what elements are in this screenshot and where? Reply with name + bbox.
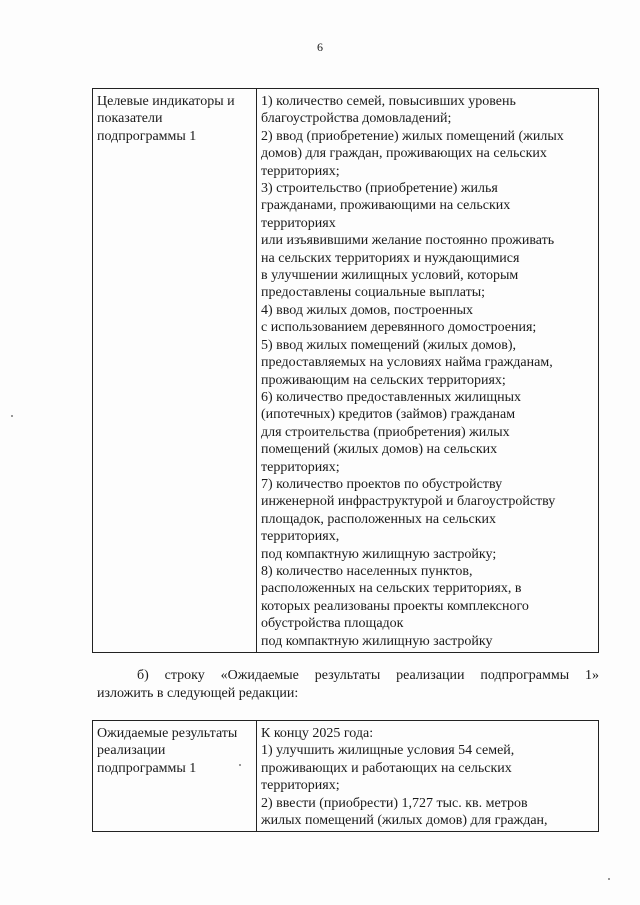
text-line: для строительства (приобретения) жилых [261, 424, 510, 440]
text-line: инженерной инфраструктурой и благоустройству [261, 494, 556, 510]
expected-results-table [92, 720, 599, 832]
paragraph-line: изложить в следующей редакции: [97, 686, 299, 701]
row-label-line: Целевые индикаторы и [97, 94, 235, 109]
amendment-paragraph [97, 667, 599, 703]
indicator-item-1 [261, 93, 594, 128]
text-line: территориях; [261, 459, 340, 475]
indicator-item-3 [261, 180, 594, 302]
text-line: проживающим на сельских территориях; [261, 372, 506, 388]
text-line: К концу 2025 года: [261, 726, 374, 741]
text-line: гражданами, проживающими на сельских [261, 198, 511, 214]
text-line: 5) ввод жилых помещений (жилых домов), [261, 337, 517, 353]
text-line: домов) для граждан, проживающих на сельских [261, 146, 547, 162]
text-line: 2) ввести (приобрести) 1,727 тыс. кв. метров [261, 795, 528, 811]
indicator-item-5 [261, 337, 594, 389]
row-label-line: подпрограммы 1 [97, 760, 197, 776]
text-line: под компактную жилищную застройку [261, 633, 493, 649]
indicator-item-2 [261, 128, 594, 180]
scan-speck [11, 415, 13, 417]
indicator-item-4 [261, 302, 594, 337]
row-label-cell [93, 721, 257, 832]
text-line: площадок, расположенных на сельских [261, 511, 497, 527]
text-line: территориях [261, 215, 336, 231]
text-line: расположенных на сельских территориях, в [261, 581, 522, 597]
row-label-line: реализации [97, 743, 166, 759]
text-line: или изъявившими желание постоянно проживать [261, 233, 555, 249]
text-line: обустройства площадок [261, 616, 404, 632]
text-line: территориях; [261, 778, 340, 794]
text-line: 1) количество семей, повысивших уровень [261, 94, 516, 109]
row-content-cell [257, 89, 599, 653]
text-line: под компактную жилищную застройку; [261, 546, 497, 562]
text-line: предоставлены социальные выплаты; [261, 285, 486, 301]
table-row [93, 89, 599, 653]
text-line: 3) строительство (приобретение) жилья [261, 181, 498, 197]
row-label-line: показатели [97, 111, 163, 127]
text-line: помещений (жилых домов) на сельских [261, 442, 498, 458]
row-content-cell [257, 721, 599, 832]
text-line: (ипотечных) кредитов (займов) гражданам [261, 407, 516, 423]
text-line: с использованием деревянного домостроения; [261, 320, 537, 336]
text-line: 1) улучшить жилищные условия 54 семей, [261, 743, 515, 759]
indicator-item-6 [261, 389, 594, 476]
page-number: 6 [317, 40, 323, 54]
row-label-line: подпрограммы 1 [97, 128, 197, 144]
text-line: 6) количество предоставленных жилищных [261, 389, 522, 405]
scan-speck [239, 764, 241, 766]
indicator-item-8 [261, 563, 594, 650]
text-line: на сельских территориях и нуждающимися [261, 250, 520, 266]
text-line: благоустройства домовладений; [261, 111, 452, 127]
text-line: проживающих и работающих на сельских [261, 760, 512, 776]
text-line: 7) количество проектов по обустройству [261, 476, 503, 492]
paragraph-line: б) строку «Ожидаемые результаты реализации подпрограммы 1» [137, 668, 599, 683]
text-line: предоставляемых на условиях найма гражданам, [261, 355, 553, 371]
text-line: 8) количество населенных пунктов, [261, 563, 473, 579]
target-indicators-table [92, 88, 599, 653]
row-label-cell [93, 89, 257, 653]
row-label-line: Ожидаемые результаты [97, 726, 238, 741]
text-line: которых реализованы проекты комплексного [261, 598, 529, 614]
scan-speck [608, 878, 610, 880]
text-line: территориях; [261, 163, 340, 179]
text-line: 2) ввод (приобретение) жилых помещений (жилых [261, 128, 564, 144]
text-line: жилых помещений (жилых домов) для граждан, [261, 813, 548, 829]
text-line: 4) ввод жилых домов, построенных [261, 302, 474, 318]
indicator-item-7 [261, 476, 594, 563]
table-row [93, 721, 599, 832]
text-line: территориях, [261, 529, 340, 545]
text-line: в улучшении жилищных условий, которым [261, 268, 519, 284]
